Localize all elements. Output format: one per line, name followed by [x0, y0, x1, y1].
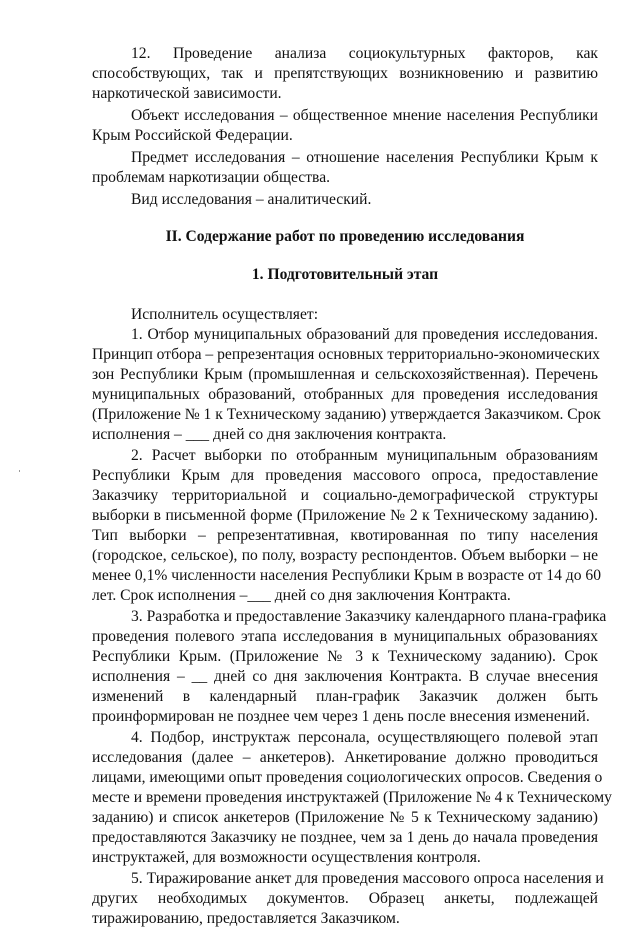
text-line: других необходимых документов. Образец анкеты, подлежащей: [92, 890, 598, 907]
text-line: исполнения – __ дней со дня заключения Контракта. В случае внесения: [92, 668, 598, 685]
text-line: муниципальных образований, отобранных для проведения исследования: [92, 386, 598, 403]
text-line: инструктажей, для возможности осуществления контроля.: [92, 849, 481, 866]
text-line: наркотической зависимости.: [92, 85, 282, 102]
text-line: 5. Тиражирование анкет для проведения массового опроса населения и: [131, 870, 604, 887]
text-line: 1. Отбор муниципальных образований для проведения исследования.: [131, 326, 598, 343]
text-line: заданию) и список анкетеров (Приложение № 5 к Техническому заданию): [92, 809, 598, 826]
text-line: проблемам наркотизации общества.: [92, 169, 331, 186]
text-line: тиражированию, предоставляется Заказчиком.: [92, 910, 400, 927]
text-line: Исполнитель осуществляет:: [131, 306, 319, 323]
text-line: способствующих, так и препятствующих возникновению и развитию: [92, 65, 598, 82]
text-line: 12. Проведение анализа социокультурных факторов, как: [131, 45, 598, 62]
text-line: лицами, имеющими опыт проведения социологических опросов. Сведения о: [92, 769, 603, 786]
text-line: Республики Крым. (Приложение № 3 к Техническому заданию). Срок: [92, 648, 598, 665]
text-line: Предмет исследования – отношение населения Республики Крым к: [131, 149, 598, 166]
text-line: предоставляются Заказчику не позднее, чем за 1 день до начала проведения: [92, 829, 598, 846]
text-line: 2. Расчет выборки по отобранным муниципальным образованиям: [131, 447, 598, 464]
text-line: проинформирован не позднее чем через 1 день после внесения изменений.: [92, 708, 590, 725]
text-line: Принцип отбора – репрезентация основных территориально-экономических: [92, 346, 600, 363]
text-line: зон Республики Крым (промышленная и сельскохозяйственная). Перечень: [92, 366, 598, 383]
text-line: (Приложение № 1 к Техническому заданию) утверждается Заказчиком. Срок: [92, 406, 601, 423]
scan-speck: [19, 470, 20, 472]
text-line: Вид исследования – аналитический.: [131, 191, 372, 208]
text-line: Объект исследования – общественное мнение населения Республики: [131, 107, 598, 124]
subsection-heading: 1. Подготовительный этап: [251, 266, 439, 283]
text-line: Республики Крым для проведения массового опроса, предоставление: [92, 467, 598, 484]
text-line: 3. Разработка и предоставление Заказчику календарного плана-графика: [131, 608, 607, 625]
section-heading: II. Содержание работ по проведению исследования: [165, 228, 525, 245]
text-line: выборки в письменной форме (Приложение № 2 к Техническому заданию).: [92, 507, 598, 524]
text-line: лет. Срок исполнения –___ дней со дня заключения Контракта.: [92, 587, 511, 604]
text-line: Тип выборки – репрезентативная, квотированная по типу населения: [92, 527, 598, 544]
text-line: (городское, сельское), по полу, возрасту респондентов. Объем выборки – не: [92, 547, 598, 564]
text-line: менее 0,1% численности населения Республики Крым в возрасте от 14 до 60: [92, 567, 602, 584]
text-line: Крым Российской Федерации.: [92, 127, 293, 144]
text-line: проведения полевого этапа исследования в муниципальных образованиях: [92, 628, 598, 645]
text-line: Заказчику территориальной и социально-демографической структуры: [92, 487, 598, 504]
text-line: исследования (далее – анкетеров). Анкетирование должно проводиться: [92, 749, 598, 766]
text-line: 4. Подбор, инструктаж персонала, осуществляющего полевой этап: [131, 729, 598, 746]
text-line: месте и времени проведения инструктажей (Приложение № 4 к Техническому: [92, 789, 612, 806]
text-line: исполнения – ___ дней со дня заключения контракта.: [92, 426, 447, 443]
text-line: изменений в календарный план-график Заказчик должен быть: [92, 688, 598, 705]
